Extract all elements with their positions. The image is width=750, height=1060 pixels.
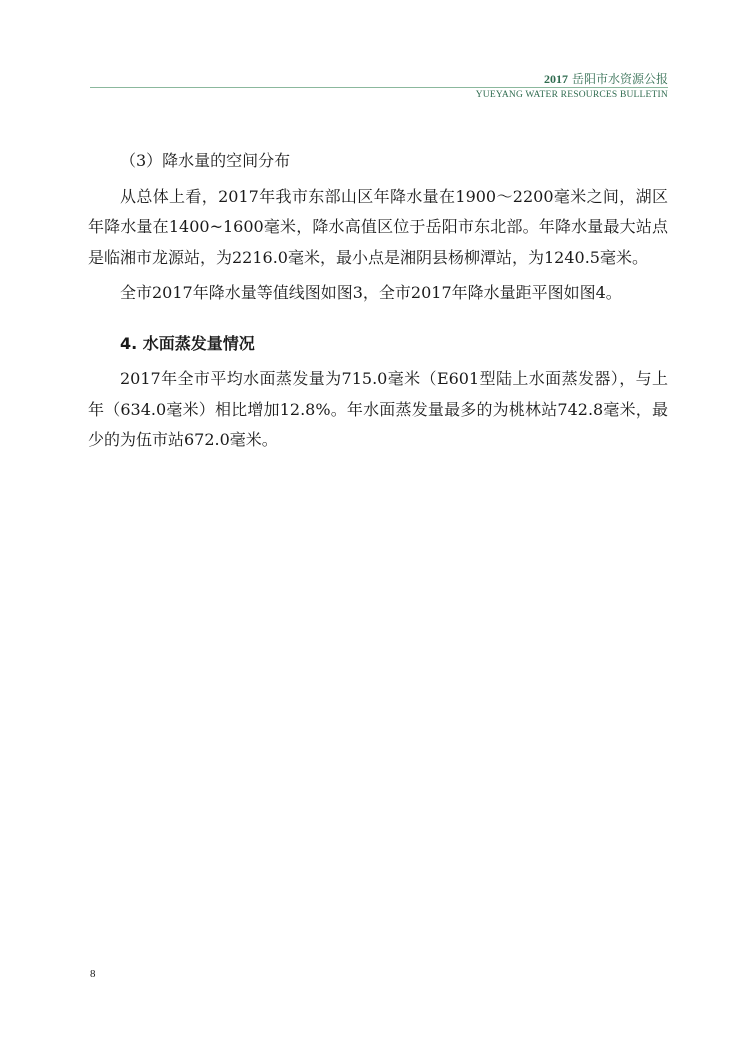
paragraph-evaporation: 2017年全市平均水面蒸发量为715.0毫米（E601型陆上水面蒸发器），与上年（634.0毫米）相比增加12.8%。年水面蒸发量最多的为桃林站742.8毫米，最少的为伍市站672.0毫米。 bbox=[88, 369, 668, 449]
header-year: 2017 bbox=[543, 72, 568, 86]
subsection-heading-precipitation-distribution: （3）降水量的空间分布 bbox=[120, 151, 291, 170]
page-header bbox=[90, 70, 668, 102]
section-heading-evaporation: 4. 水面蒸发量情况 bbox=[120, 333, 255, 353]
paragraph-precipitation-figures: 全市2017年降水量等值线图如图3，全市2017年降水量距平图如图4。 bbox=[120, 283, 622, 302]
header-title bbox=[544, 70, 668, 87]
page-body bbox=[88, 146, 668, 456]
header-subtitle: YUEYANG WATER RESOURCES BULLETIN bbox=[475, 90, 668, 100]
paragraph-precipitation-overview: 从总体上看，2017年我市东部山区年降水量在1900～2200毫米之间，湖区年降水量在1400~1600毫米，降水高值区位于岳阳市东北部。年降水量最大站点是临湘市龙源站，为2216.0毫米，最小点是湘阴县杨柳潭站，为1240.5毫米。 bbox=[88, 186, 668, 267]
header-divider bbox=[90, 87, 668, 88]
page-number: 8 bbox=[90, 968, 96, 980]
header-title-text: 岳阳市水资源公报 bbox=[571, 72, 668, 86]
